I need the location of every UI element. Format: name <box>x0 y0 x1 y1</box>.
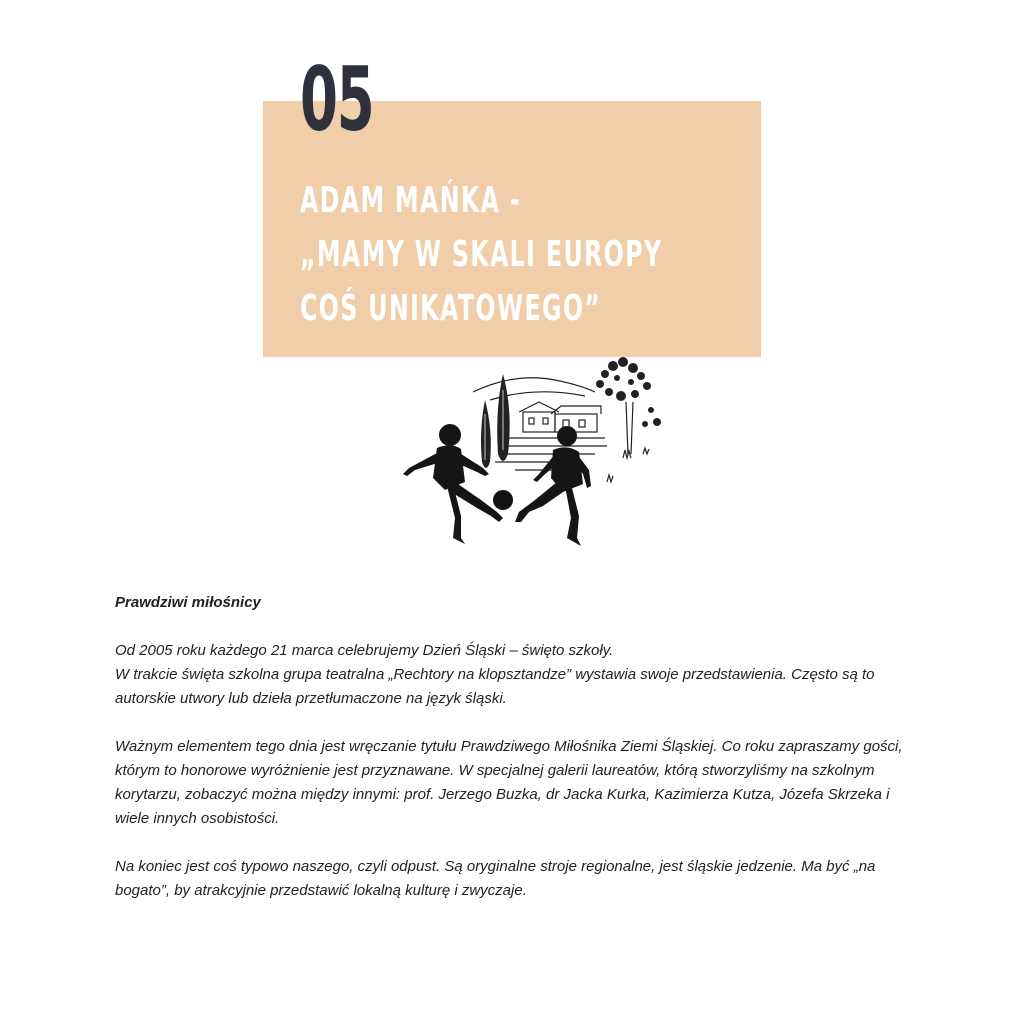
page-title <box>300 174 762 336</box>
title-line-2: „MAMY W SKALI EUROPY <box>300 234 663 275</box>
article <box>115 591 915 927</box>
football-kids-illustration <box>395 350 670 550</box>
title-line-3: COŚ UNIKATOWEGO” <box>300 288 602 329</box>
paragraph-1-line-1: Od 2005 roku każdego 21 marca celebrujemy Dzień Śląski – święto szkoły. <box>115 642 614 659</box>
article-heading: Prawdziwi miłośnicy <box>115 594 261 611</box>
title-line-1: ADAM MAŃKA - <box>300 180 522 221</box>
paragraph-3: Na koniec jest coś typowo naszego, czyli odpust. Są oryginalne stroje regionalne, jest śląskie jedzenie. Ma być „na bogato”, by atrakcyjnie przedstawić lokalną kulturę i zwyczaje. <box>115 858 876 899</box>
paragraph-1-line-2: W trakcie święta szkolna grupa teatralna „Rechtory na klopsztandze” wystawia swoje przedstawienia. Często są to autorskie utwory lub dzieła przetłumaczone na język śląski. <box>115 666 875 707</box>
chapter-number: 05 <box>300 48 374 151</box>
paragraph-1 <box>115 639 915 711</box>
paragraph-2: Ważnym elementem tego dnia jest wręczanie tytułu Prawdziwego Miłośnika Ziemi Śląskiej. Co roku zapraszamy gości, którym to honorowe wyróżnienie jest przyznawane. W specjalnej galerii laureatów, którą stworzyliśmy na szkolnym korytarzu, zobaczyć można między innymi: prof. Jerzego Buzka, dr Jacka Kurka, Kazimierza Kutza, Józefa Skrzeka i wiele innych osobistości. <box>115 738 903 827</box>
